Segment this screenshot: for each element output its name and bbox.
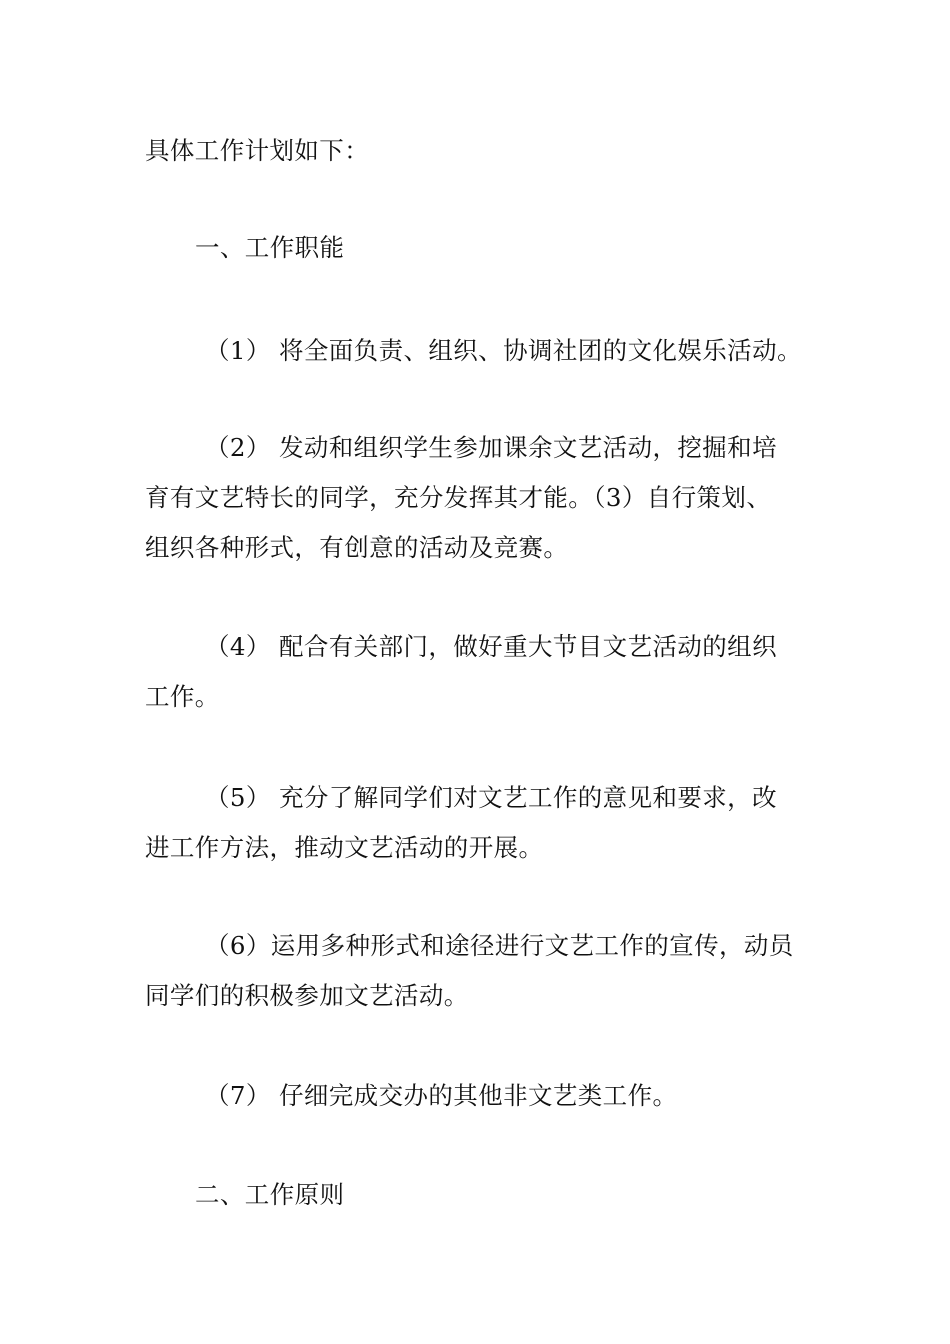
duty-item-1: （1） 将全面负责、组织、协调社团的文化娱乐活动。	[205, 336, 802, 365]
section-heading-duties: 一、工作职能	[195, 233, 345, 262]
duty-item-6-line-1: （6）运用多种形式和途径进行文艺工作的宣传，动员	[205, 931, 794, 960]
duty-item-2-line-1: （2） 发动和组织学生参加课余文艺活动，挖掘和培	[205, 433, 777, 462]
duty-item-4-line-1: （4） 配合有关部门，做好重大节目文艺活动的组织	[205, 632, 777, 661]
duty-item-5-line-2: 进工作方法，推动文艺活动的开展。	[145, 833, 544, 862]
duty-item-6-line-2: 同学们的积极参加文艺活动。	[145, 981, 469, 1010]
section-heading-principles: 二、工作原则	[195, 1180, 345, 1209]
intro-text: 具体工作计划如下：	[145, 136, 370, 165]
duty-item-5-line-1: （5） 充分了解同学们对文艺工作的意见和要求，改	[205, 783, 777, 812]
duty-item-2-line-3: 组织各种形式，有创意的活动及竞赛。	[145, 533, 569, 562]
duty-item-4-line-2: 工作。	[145, 682, 220, 711]
duty-item-2-line-2: 育有文艺特长的同学，充分发挥其才能。（3）自行策划、	[145, 483, 772, 512]
duty-item-7: （7） 仔细完成交办的其他非文艺类工作。	[205, 1081, 678, 1110]
